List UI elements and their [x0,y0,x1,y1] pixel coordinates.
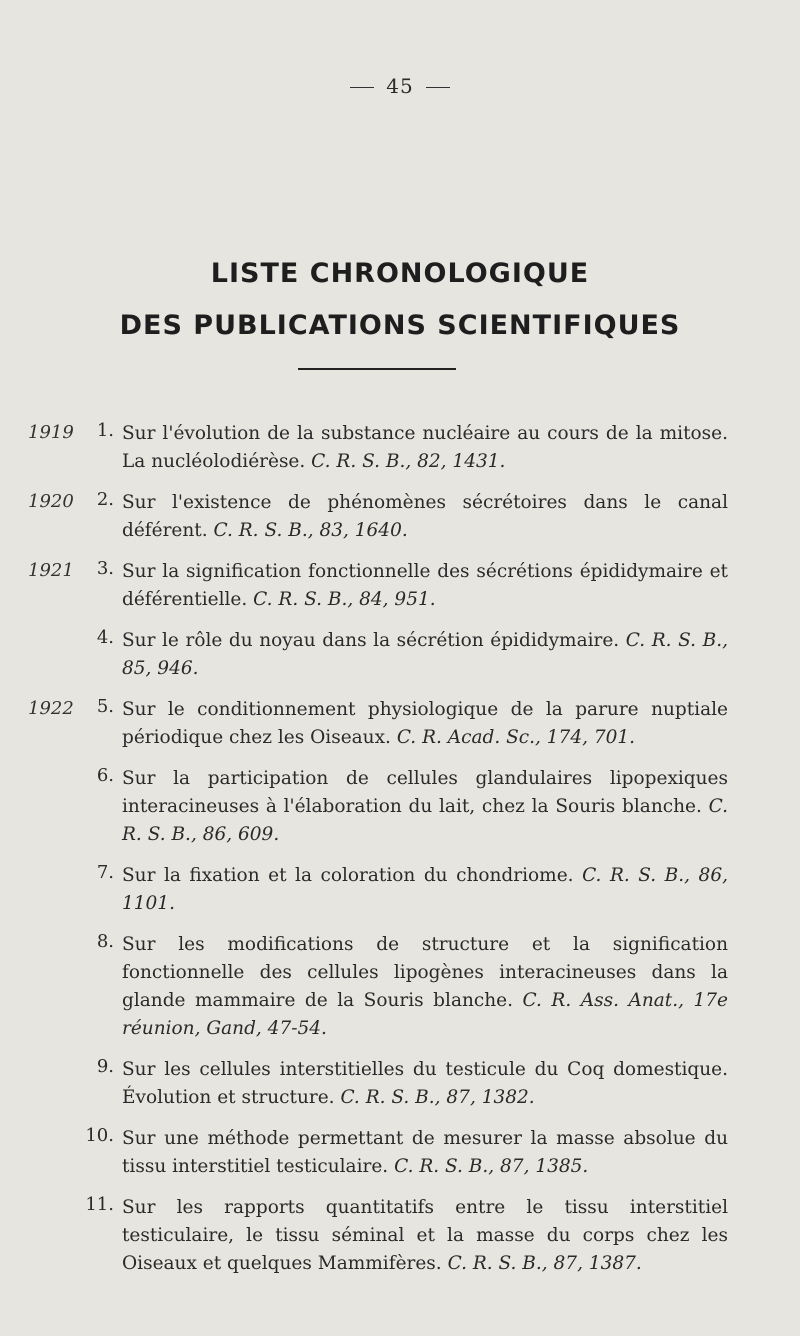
list-item [0,627,800,683]
entry-number: 8. [96,931,114,952]
entry-reference: C. R. S. B., 87, 1382. [340,1087,535,1108]
publication-list [0,420,800,1291]
entry-text: Sur la signification fonctionnelle des sécrétions épididymaire et déférentielle. C. R. S. B., 84, 951. [122,561,728,610]
entry-text: Sur les rapports quantitatifs entre le tissu interstitiel testiculaire, le tissu séminal et la masse du corps chez les Oiseaux et quelques Mammifères. C. R. S. B., 87, 1387. [122,1197,728,1274]
entry-number: 1. [96,420,114,441]
entry-number: 7. [96,862,114,883]
entry-reference: C. R. S. B., 83, 1640. [213,520,408,541]
list-item [0,862,800,918]
list-item [0,1056,800,1112]
entry-text: Sur les cellules interstitielles du testicule du Coq domestique. Évolution et structure. C. R. S. B., 87, 1382. [122,1059,728,1108]
dash-right [426,87,450,88]
entry-number: 2. [96,489,114,510]
entry-text: Sur l'évolution de la substance nucléaire au cours de la mitose. La nucléolodiérèse. C. R. S. B., 82, 1431. [122,423,728,472]
entry-year: 1921 [28,560,74,581]
entry-text: Sur le rôle du noyau dans la sécrétion épididymaire. C. R. S. B., 85, 946. [122,630,728,679]
page-number-value: 45 [386,74,414,98]
entry-reference: C. R. Acad. Sc., 174, 701. [396,727,636,748]
heading-line-2: DES PUBLICATIONS SCIENTIFIQUES [119,310,681,341]
entry-reference: C. R. S. B., 82, 1431. [311,451,506,472]
list-item [0,489,800,545]
entry-year: 1919 [28,422,74,443]
entry-text: Sur le conditionnement physiologique de la parure nuptiale périodique chez les Oiseaux. C. R. Acad. Sc., 174, 701. [122,699,728,748]
dash-left [350,87,374,88]
list-item [0,931,800,1043]
list-item [0,558,800,614]
entry-number: 6. [96,765,114,786]
entry-text: Sur la participation de cellules glandulaires lipopexiques interacineuses à l'élaboration du lait, chez la Souris blanche. C. R. S. B., 86, 609. [122,768,728,845]
heading-line-1: LISTE CHRONOLOGIQUE [210,258,590,289]
entry-number: 5. [96,696,114,717]
page-number [0,74,800,98]
entry-reference: C. R. S. B., 87, 1387. [447,1253,642,1274]
entry-reference: C. R. S. B., 85, 946. [122,630,728,679]
list-item [0,765,800,849]
entry-number: 9. [96,1056,114,1077]
entry-reference: C. R. S. B., 87, 1385. [394,1156,589,1177]
list-item [0,1125,800,1181]
entry-reference: C. R. Ass. Anat., 17e réunion, Gand, 47-54. [122,990,728,1039]
entry-reference: C. R. S. B., 84, 951. [253,589,436,610]
list-item [0,1194,800,1278]
entry-number: 10. [85,1125,114,1146]
entry-year: 1920 [28,491,74,512]
list-item [0,696,800,752]
entry-year: 1922 [28,698,74,719]
entry-number: 3. [96,558,114,579]
list-item [0,420,800,476]
entry-text: Sur l'existence de phénomènes sécrétoires dans le canal déférent. C. R. S. B., 83, 1640. [122,492,728,541]
entry-text: Sur la fixation et la coloration du chondriome. C. R. S. B., 86, 1101. [122,865,728,914]
entry-number: 4. [96,627,114,648]
entry-reference: C. R. S. B., 86, 609. [122,796,728,845]
entry-text: Sur les modifications de structure et la signification fonctionnelle des cellules lipogènes interacineuses dans la glande mammaire de la Souris blanche. C. R. Ass. Anat., 17e réunion, Gand, 47-54. [122,934,728,1039]
entry-number: 11. [85,1194,114,1215]
heading-divider [298,368,456,370]
entry-reference: C. R. S. B., 86, 1101. [122,865,728,914]
entry-text: Sur une méthode permettant de mesurer la masse absolue du tissu interstitiel testiculaire. C. R. S. B., 87, 1385. [122,1128,728,1177]
